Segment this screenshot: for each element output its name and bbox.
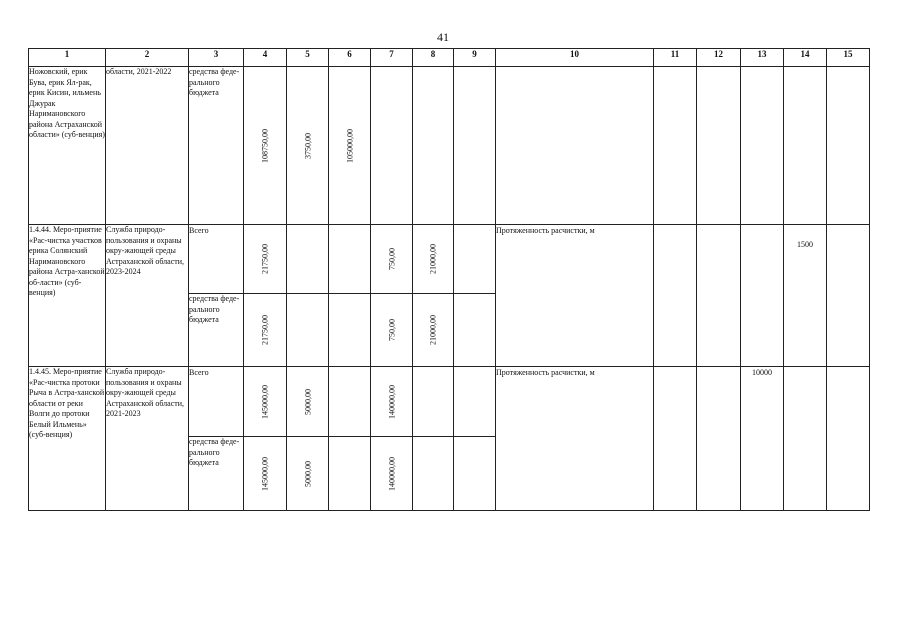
value-cell [654, 67, 697, 225]
funding-source: средства феде-рального бюджета [189, 294, 244, 367]
amount-cell [371, 437, 413, 511]
header-cell: 2 [106, 49, 189, 67]
value-cell [827, 367, 870, 511]
header-cell: 4 [244, 49, 287, 67]
amount-cell [454, 67, 496, 225]
amount-cell [287, 437, 329, 511]
header-cell: 10 [496, 49, 654, 67]
executor: области, 2021-2022 [106, 67, 189, 225]
amount-cell [244, 67, 287, 225]
amount-value: 5000,00 [303, 460, 312, 487]
measure-name: 1.4.45. Меро-приятие «Рас-чистка протоки Рыча в Астра-ханской области от реки Волги до протоки Белый Ильмень» (суб-венция) [29, 367, 106, 511]
value-cell [741, 225, 784, 367]
amount-value: 105000,00 [345, 128, 354, 163]
value-cell [741, 67, 784, 225]
amount-value: 145000,00 [260, 384, 270, 419]
header-cell: 7 [371, 49, 413, 67]
measure-name: 1.4.44. Меро-приятие «Рас-чистка участков ерика Солянский Наримановского района Астра-ханской об-ласти» (суб-венция) [29, 225, 106, 367]
header-cell: 12 [697, 49, 741, 67]
header-cell: 1 [29, 49, 106, 67]
amount-cell [413, 367, 454, 437]
indicator-cell: Протяженность расчистки, м [496, 225, 654, 367]
table-row [29, 367, 870, 437]
amount-cell [371, 67, 413, 225]
header-cell: 6 [329, 49, 371, 67]
value-cell [654, 367, 697, 511]
amount-cell [329, 367, 371, 437]
amount-cell [244, 437, 287, 511]
amount-value: 21000,00 [428, 244, 438, 274]
executor: Служба природо-пользования и охраны окру-жающей среды Астраханской области, 2021-2023 [106, 367, 189, 511]
value-cell [697, 67, 741, 225]
header-cell: 11 [654, 49, 697, 67]
indicator-cell [496, 67, 654, 225]
amount-value: 21750,00 [260, 244, 270, 274]
amount-cell [244, 367, 287, 437]
header-cell: 5 [287, 49, 329, 67]
value-cell [784, 67, 827, 225]
amount-cell [413, 67, 454, 225]
amount-cell [413, 294, 454, 367]
amount-cell [244, 294, 287, 367]
header-cell: 15 [827, 49, 870, 67]
funding-source: средства феде-рального бюджета [189, 437, 244, 511]
table-row [29, 67, 870, 225]
header-row [29, 49, 870, 67]
amount-cell [329, 67, 371, 225]
funding-source: средства феде-рального бюджета [189, 67, 244, 225]
executor: Служба природо-пользования и охраны окру-жающей среды Астраханской области, 2023-2024 [106, 225, 189, 367]
amount-value: 21750,00 [260, 315, 270, 345]
amount-cell [329, 225, 371, 294]
amount-value: 750,00 [387, 319, 396, 341]
funding-source: Всего [189, 367, 244, 437]
program-table [28, 48, 870, 511]
amount-cell [329, 437, 371, 511]
page-number: 41 [437, 30, 449, 44]
amount-value: 140000,00 [387, 456, 396, 491]
value-cell: 10000 [741, 367, 784, 511]
value-cell [697, 225, 741, 367]
amount-cell [371, 294, 413, 367]
value-cell: 1500 [784, 225, 827, 367]
value-cell [827, 225, 870, 367]
amount-cell [371, 225, 413, 294]
amount-value: 5000,00 [303, 388, 312, 415]
value-cell [654, 225, 697, 367]
amount-cell [287, 67, 329, 225]
amount-cell [454, 437, 496, 511]
amount-cell [454, 294, 496, 367]
funding-source: Всего [189, 225, 244, 294]
amount-value: 145000,00 [260, 456, 270, 491]
amount-cell [287, 294, 329, 367]
header-cell: 13 [741, 49, 784, 67]
amount-cell [413, 437, 454, 511]
amount-cell [287, 225, 329, 294]
header-cell: 14 [784, 49, 827, 67]
amount-value: 108750,00 [260, 128, 270, 163]
amount-cell [287, 367, 329, 437]
value-cell [827, 67, 870, 225]
header-cell: 3 [189, 49, 244, 67]
header-cell: 9 [454, 49, 496, 67]
value-cell [697, 367, 741, 511]
amount-value: 750,00 [387, 248, 396, 270]
table-row [29, 225, 870, 294]
amount-cell [329, 294, 371, 367]
amount-cell [371, 367, 413, 437]
amount-value: 21000,00 [428, 315, 438, 345]
value-cell [784, 367, 827, 511]
amount-value: 140000,00 [387, 384, 396, 419]
amount-cell [413, 225, 454, 294]
amount-cell [454, 367, 496, 437]
header-cell: 8 [413, 49, 454, 67]
indicator-cell: Протяженность расчистки, м [496, 367, 654, 511]
amount-cell [244, 225, 287, 294]
measure-name: Ножовский, ерик Бува, ерик Ял-рак, ерик Кисин, ильмень Джурак Наримановского района Астраханской области» (суб-венция) [29, 67, 106, 225]
amount-value: 3750,00 [303, 132, 312, 159]
amount-cell [454, 225, 496, 294]
